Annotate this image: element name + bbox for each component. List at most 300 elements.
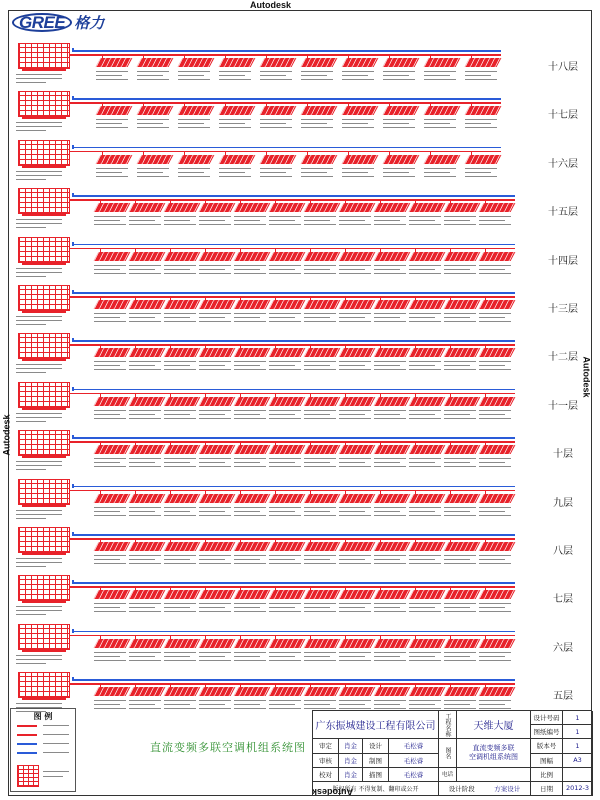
indoor-unit-spec-text	[304, 656, 330, 657]
logo-brand-text: GREE	[12, 13, 72, 32]
legend-title: 图 例	[33, 712, 53, 721]
indoor-unit-spec-text	[199, 700, 231, 701]
indoor-unit-spec-text	[304, 611, 336, 612]
indoor-unit-spec-text	[409, 313, 441, 314]
phone-value	[457, 768, 531, 782]
indoor-unit	[96, 58, 133, 67]
staff-name: 肖金	[339, 768, 363, 782]
indoor-unit-spec-text	[94, 507, 126, 508]
indoor-unit	[269, 397, 306, 406]
indoor-unit-spec-text	[339, 555, 371, 556]
blue-pipe	[72, 50, 501, 52]
indoor-unit	[409, 494, 446, 503]
indoor-unit-spec-text	[129, 361, 161, 362]
info-label: 版本号	[531, 739, 563, 753]
indoor-unit-spec-text	[234, 607, 260, 608]
indoor-unit	[137, 155, 174, 164]
indoor-unit-spec-text	[164, 708, 196, 709]
indoor-unit	[339, 494, 376, 503]
indoor-unit-spec-text	[374, 216, 406, 217]
indoor-unit-spec-text	[137, 123, 163, 124]
indoor-unit-spec-text	[383, 79, 415, 80]
indoor-unit-spec-text	[199, 555, 231, 556]
indoor-unit	[444, 542, 481, 551]
indoor-unit-spec-text	[164, 603, 196, 604]
copyright-note: 版权所有 不得复制、翻印或公开	[313, 782, 439, 796]
indoor-unit	[383, 155, 420, 164]
indoor-unit-spec-text	[444, 220, 470, 221]
indoor-unit-spec-text	[444, 462, 470, 463]
indoor-unit-spec-text	[479, 515, 511, 516]
indoor-unit	[444, 348, 481, 357]
indoor-unit-spec-text	[374, 220, 400, 221]
indoor-unit	[129, 445, 166, 454]
floor-row	[0, 330, 600, 378]
indoor-unit-spec-text	[409, 511, 435, 512]
indoor-unit	[94, 445, 131, 454]
outdoor-unit-spec-text	[16, 606, 62, 607]
indoor-unit	[339, 445, 376, 454]
indoor-unit-spec-text	[199, 369, 231, 370]
indoor-unit-spec-text	[269, 652, 301, 653]
indoor-unit-spec-text	[269, 660, 301, 661]
indoor-unit-spec-text	[219, 75, 245, 76]
indoor-unit	[444, 203, 481, 212]
indoor-unit-spec-text	[409, 365, 435, 366]
indoor-unit-spec-text	[304, 220, 330, 221]
info-value: 1	[563, 725, 593, 739]
indoor-unit-spec-text	[94, 660, 126, 661]
red-pipe	[70, 248, 515, 250]
indoor-unit	[129, 687, 166, 696]
indoor-unit-spec-text	[304, 511, 330, 512]
indoor-unit	[424, 58, 461, 67]
indoor-unit-spec-text	[234, 321, 266, 322]
indoor-unit-spec-text	[94, 656, 120, 657]
indoor-unit-spec-text	[339, 273, 371, 274]
indoor-unit-spec-text	[465, 79, 497, 80]
outdoor-unit	[18, 333, 70, 359]
indoor-unit-spec-text	[269, 418, 301, 419]
indoor-unit	[339, 252, 376, 261]
indoor-unit-spec-text	[219, 123, 245, 124]
outdoor-unit-base	[22, 166, 66, 168]
indoor-unit-spec-text	[374, 563, 406, 564]
indoor-unit	[129, 590, 166, 599]
indoor-unit-spec-text	[199, 466, 231, 467]
indoor-unit-spec-text	[94, 220, 120, 221]
indoor-unit-spec-text	[269, 700, 301, 701]
indoor-unit	[129, 542, 166, 551]
indoor-unit-spec-text	[164, 507, 196, 508]
indoor-unit-spec-text	[304, 555, 336, 556]
indoor-unit	[342, 58, 379, 67]
outdoor-unit-base	[22, 456, 66, 458]
indoor-unit	[479, 542, 516, 551]
floor-label: 十七层	[548, 110, 578, 122]
indoor-unit-spec-text	[199, 515, 231, 516]
indoor-unit-spec-text	[234, 462, 260, 463]
legend-item-text	[43, 725, 69, 726]
indoor-unit-spec-text	[96, 79, 128, 80]
indoor-unit	[465, 155, 502, 164]
indoor-unit-spec-text	[164, 321, 196, 322]
outdoor-unit-spec-text	[16, 276, 46, 277]
indoor-unit-spec-text	[269, 511, 295, 512]
indoor-unit	[94, 348, 131, 357]
red-pipe	[70, 538, 515, 540]
indoor-unit-spec-text	[301, 172, 327, 173]
project-label: 工程名称	[439, 711, 457, 739]
outdoor-unit	[18, 43, 70, 69]
indoor-unit	[301, 106, 338, 115]
indoor-unit-spec-text	[199, 321, 231, 322]
indoor-unit	[234, 639, 271, 648]
indoor-unit-spec-text	[129, 418, 161, 419]
indoor-unit	[339, 348, 376, 357]
indoor-unit	[164, 203, 201, 212]
indoor-unit-spec-text	[199, 559, 225, 560]
indoor-unit-spec-text	[269, 313, 301, 314]
indoor-unit-spec-text	[304, 361, 336, 362]
indoor-unit-spec-text	[479, 652, 511, 653]
indoor-unit-spec-text	[304, 414, 330, 415]
indoor-unit-spec-text	[374, 273, 406, 274]
outdoor-unit-base	[22, 505, 66, 507]
indoor-unit-spec-text	[342, 176, 374, 177]
indoor-unit-spec-text	[479, 656, 505, 657]
indoor-unit-spec-text	[269, 273, 301, 274]
outdoor-unit-spec-text	[16, 82, 46, 83]
indoor-unit-spec-text	[164, 466, 196, 467]
indoor-unit	[178, 106, 215, 115]
indoor-unit	[424, 106, 461, 115]
outdoor-unit-base	[22, 359, 66, 361]
indoor-unit-spec-text	[199, 507, 231, 508]
indoor-unit	[129, 639, 166, 648]
indoor-unit-spec-text	[383, 75, 409, 76]
indoor-unit-spec-text	[96, 168, 128, 169]
indoor-unit-spec-text	[164, 313, 196, 314]
indoor-unit-spec-text	[164, 607, 190, 608]
indoor-unit-spec-text	[339, 369, 371, 370]
watermark-bottom: Autodesk	[312, 787, 354, 797]
indoor-unit-spec-text	[199, 660, 231, 661]
indoor-unit-spec-text	[234, 220, 260, 221]
watermark-right: Autodesk	[581, 356, 592, 398]
indoor-unit-spec-text	[178, 71, 210, 72]
indoor-unit-spec-text	[479, 607, 505, 608]
floor-row	[0, 40, 600, 88]
indoor-unit	[479, 494, 516, 503]
indoor-unit-spec-text	[444, 269, 470, 270]
floor-label: 十六层	[548, 158, 578, 170]
indoor-unit-spec-text	[304, 603, 336, 604]
floor-row	[0, 137, 600, 185]
indoor-unit-spec-text	[339, 511, 365, 512]
indoor-unit-spec-text	[339, 462, 365, 463]
indoor-unit-spec-text	[304, 418, 336, 419]
indoor-unit-spec-text	[178, 119, 210, 120]
indoor-unit-spec-text	[444, 603, 476, 604]
indoor-unit-spec-text	[339, 418, 371, 419]
indoor-unit-spec-text	[409, 414, 435, 415]
indoor-unit	[304, 494, 341, 503]
indoor-unit-spec-text	[137, 75, 163, 76]
indoor-unit	[234, 252, 271, 261]
indoor-unit-spec-text	[339, 515, 371, 516]
indoor-unit-spec-text	[339, 704, 365, 705]
indoor-unit-spec-text	[234, 369, 266, 370]
indoor-unit-spec-text	[304, 704, 330, 705]
indoor-unit-spec-text	[409, 224, 441, 225]
indoor-unit-spec-text	[129, 660, 161, 661]
floor-label: 五层	[553, 691, 573, 703]
indoor-unit-spec-text	[199, 317, 225, 318]
indoor-unit-spec-text	[199, 611, 231, 612]
indoor-unit-spec-text	[342, 71, 374, 72]
indoor-unit-spec-text	[129, 559, 155, 560]
indoor-unit-spec-text	[234, 563, 266, 564]
indoor-unit	[164, 687, 201, 696]
indoor-unit	[304, 300, 341, 309]
indoor-unit	[94, 252, 131, 261]
indoor-unit-spec-text	[342, 127, 374, 128]
indoor-unit-spec-text	[129, 656, 155, 657]
outdoor-unit-spec-text	[16, 663, 46, 664]
indoor-unit-spec-text	[304, 660, 336, 661]
indoor-unit	[94, 639, 131, 648]
indoor-unit	[374, 542, 411, 551]
indoor-unit-spec-text	[164, 563, 196, 564]
indoor-unit-spec-text	[199, 265, 231, 266]
indoor-unit-spec-text	[260, 123, 286, 124]
outdoor-unit-spec-text	[16, 122, 62, 123]
legend-line-symbol	[17, 743, 37, 745]
indoor-unit	[409, 203, 446, 212]
indoor-unit-spec-text	[409, 273, 441, 274]
indoor-unit-spec-text	[374, 462, 400, 463]
legend-item-text	[43, 752, 69, 753]
indoor-unit-spec-text	[479, 418, 511, 419]
indoor-unit-spec-text	[479, 563, 511, 564]
indoor-unit-spec-text	[94, 265, 126, 266]
indoor-unit	[129, 397, 166, 406]
design-stage	[439, 782, 531, 796]
indoor-unit-spec-text	[178, 127, 210, 128]
indoor-unit-spec-text	[129, 269, 155, 270]
outdoor-unit-base	[22, 553, 66, 555]
indoor-unit	[94, 687, 131, 696]
indoor-unit-spec-text	[304, 269, 330, 270]
indoor-unit	[304, 252, 341, 261]
indoor-unit-spec-text	[94, 418, 126, 419]
indoor-unit-spec-text	[94, 369, 126, 370]
floor-row	[0, 621, 600, 669]
indoor-unit	[409, 300, 446, 309]
indoor-unit-spec-text	[479, 265, 511, 266]
indoor-unit	[374, 300, 411, 309]
indoor-unit	[199, 639, 236, 648]
indoor-unit	[164, 590, 201, 599]
indoor-unit-spec-text	[409, 369, 441, 370]
indoor-unit-spec-text	[444, 418, 476, 419]
indoor-unit-spec-text	[444, 466, 476, 467]
outdoor-unit-spec-text	[16, 324, 46, 325]
indoor-unit-spec-text	[374, 603, 406, 604]
indoor-unit-spec-text	[479, 410, 511, 411]
indoor-unit-spec-text	[164, 410, 196, 411]
indoor-unit-spec-text	[199, 656, 225, 657]
indoor-unit-spec-text	[374, 410, 406, 411]
outdoor-unit-spec-text	[16, 219, 62, 220]
indoor-unit-spec-text	[219, 168, 251, 169]
outdoor-unit	[18, 624, 70, 650]
indoor-unit-spec-text	[304, 410, 336, 411]
indoor-unit	[374, 687, 411, 696]
indoor-unit	[424, 155, 461, 164]
indoor-unit-spec-text	[164, 220, 190, 221]
drawing-name-line: 空调机组系统图	[469, 752, 518, 761]
outdoor-unit-base	[22, 214, 66, 216]
indoor-unit-spec-text	[96, 75, 122, 76]
indoor-unit-spec-text	[409, 559, 435, 560]
indoor-unit-spec-text	[129, 224, 161, 225]
indoor-unit-spec-text	[94, 563, 126, 564]
indoor-unit	[164, 348, 201, 357]
red-pipe	[70, 344, 515, 346]
indoor-unit-spec-text	[301, 168, 333, 169]
watermark-left: Autodesk	[1, 414, 12, 456]
indoor-unit-spec-text	[178, 75, 204, 76]
outdoor-unit-spec-text	[16, 510, 62, 511]
indoor-unit-spec-text	[342, 119, 374, 120]
indoor-unit	[374, 348, 411, 357]
indoor-unit-spec-text	[479, 269, 505, 270]
indoor-unit-spec-text	[94, 603, 126, 604]
indoor-unit-spec-text	[129, 216, 161, 217]
staff-role: 设计	[363, 739, 389, 753]
indoor-unit-spec-text	[479, 365, 505, 366]
indoor-unit-spec-text	[129, 652, 161, 653]
indoor-unit	[479, 348, 516, 357]
indoor-unit-spec-text	[96, 123, 122, 124]
indoor-unit-spec-text	[409, 607, 435, 608]
indoor-unit-spec-text	[479, 224, 511, 225]
indoor-unit	[374, 590, 411, 599]
indoor-unit	[94, 300, 131, 309]
indoor-unit-spec-text	[234, 317, 260, 318]
indoor-unit	[444, 252, 481, 261]
outdoor-unit-spec-text	[16, 130, 46, 131]
indoor-unit-spec-text	[94, 414, 120, 415]
indoor-unit-spec-text	[479, 216, 511, 217]
indoor-unit-spec-text	[199, 704, 225, 705]
indoor-unit	[339, 203, 376, 212]
indoor-unit-spec-text	[374, 611, 406, 612]
indoor-unit-spec-text	[96, 176, 128, 177]
indoor-unit-spec-text	[199, 603, 231, 604]
outdoor-unit-base	[22, 601, 66, 603]
indoor-unit-spec-text	[342, 123, 368, 124]
indoor-unit-spec-text	[199, 418, 231, 419]
indoor-unit	[304, 590, 341, 599]
indoor-unit-spec-text	[339, 507, 371, 508]
indoor-unit-spec-text	[409, 321, 441, 322]
indoor-unit-spec-text	[129, 555, 161, 556]
indoor-unit-spec-text	[234, 652, 266, 653]
indoor-unit	[444, 687, 481, 696]
indoor-unit	[409, 445, 446, 454]
indoor-unit	[260, 106, 297, 115]
indoor-unit	[374, 639, 411, 648]
drawing-title: 直流变频多联空调机组系统图	[150, 741, 306, 754]
indoor-unit	[94, 203, 131, 212]
indoor-unit-spec-text	[94, 555, 126, 556]
legend-outdoor-unit-symbol	[17, 765, 39, 787]
indoor-unit-spec-text	[424, 123, 450, 124]
indoor-unit	[301, 155, 338, 164]
indoor-unit-spec-text	[164, 265, 196, 266]
indoor-unit-spec-text	[164, 365, 190, 366]
blue-pipe	[72, 244, 515, 246]
indoor-unit-spec-text	[383, 172, 409, 173]
red-pipe	[70, 683, 515, 685]
indoor-unit	[260, 155, 297, 164]
indoor-unit-spec-text	[339, 603, 371, 604]
indoor-unit	[164, 639, 201, 648]
indoor-unit-spec-text	[444, 700, 476, 701]
indoor-unit-spec-text	[129, 700, 161, 701]
indoor-unit-spec-text	[199, 220, 225, 221]
floor-label: 十二层	[548, 352, 578, 364]
indoor-unit-spec-text	[444, 273, 476, 274]
indoor-unit-spec-text	[479, 555, 511, 556]
indoor-unit-spec-text	[374, 458, 406, 459]
indoor-unit-spec-text	[94, 273, 126, 274]
indoor-unit	[178, 58, 215, 67]
outdoor-unit	[18, 672, 70, 698]
outdoor-unit-spec-text	[16, 316, 62, 317]
indoor-unit	[444, 397, 481, 406]
indoor-unit	[339, 590, 376, 599]
indoor-unit-spec-text	[444, 265, 476, 266]
indoor-unit-spec-text	[409, 265, 441, 266]
indoor-unit-spec-text	[129, 414, 155, 415]
indoor-unit-spec-text	[409, 515, 441, 516]
indoor-unit-spec-text	[465, 168, 497, 169]
indoor-unit-spec-text	[339, 458, 371, 459]
outdoor-unit-spec-text	[16, 227, 46, 228]
indoor-unit-spec-text	[199, 269, 225, 270]
floor-row	[0, 185, 600, 233]
indoor-unit-spec-text	[269, 563, 301, 564]
blue-pipe	[72, 437, 515, 439]
indoor-unit-spec-text	[304, 559, 330, 560]
indoor-unit-spec-text	[465, 127, 497, 128]
indoor-unit-spec-text	[164, 660, 196, 661]
indoor-unit	[304, 203, 341, 212]
indoor-unit-spec-text	[374, 369, 406, 370]
indoor-unit-spec-text	[234, 361, 266, 362]
outdoor-unit-spec-text	[16, 126, 62, 127]
indoor-unit-spec-text	[409, 652, 441, 653]
indoor-unit	[409, 590, 446, 599]
info-label: 设计号码	[531, 711, 563, 725]
indoor-unit-spec-text	[164, 458, 196, 459]
indoor-unit	[199, 590, 236, 599]
indoor-unit	[269, 590, 306, 599]
